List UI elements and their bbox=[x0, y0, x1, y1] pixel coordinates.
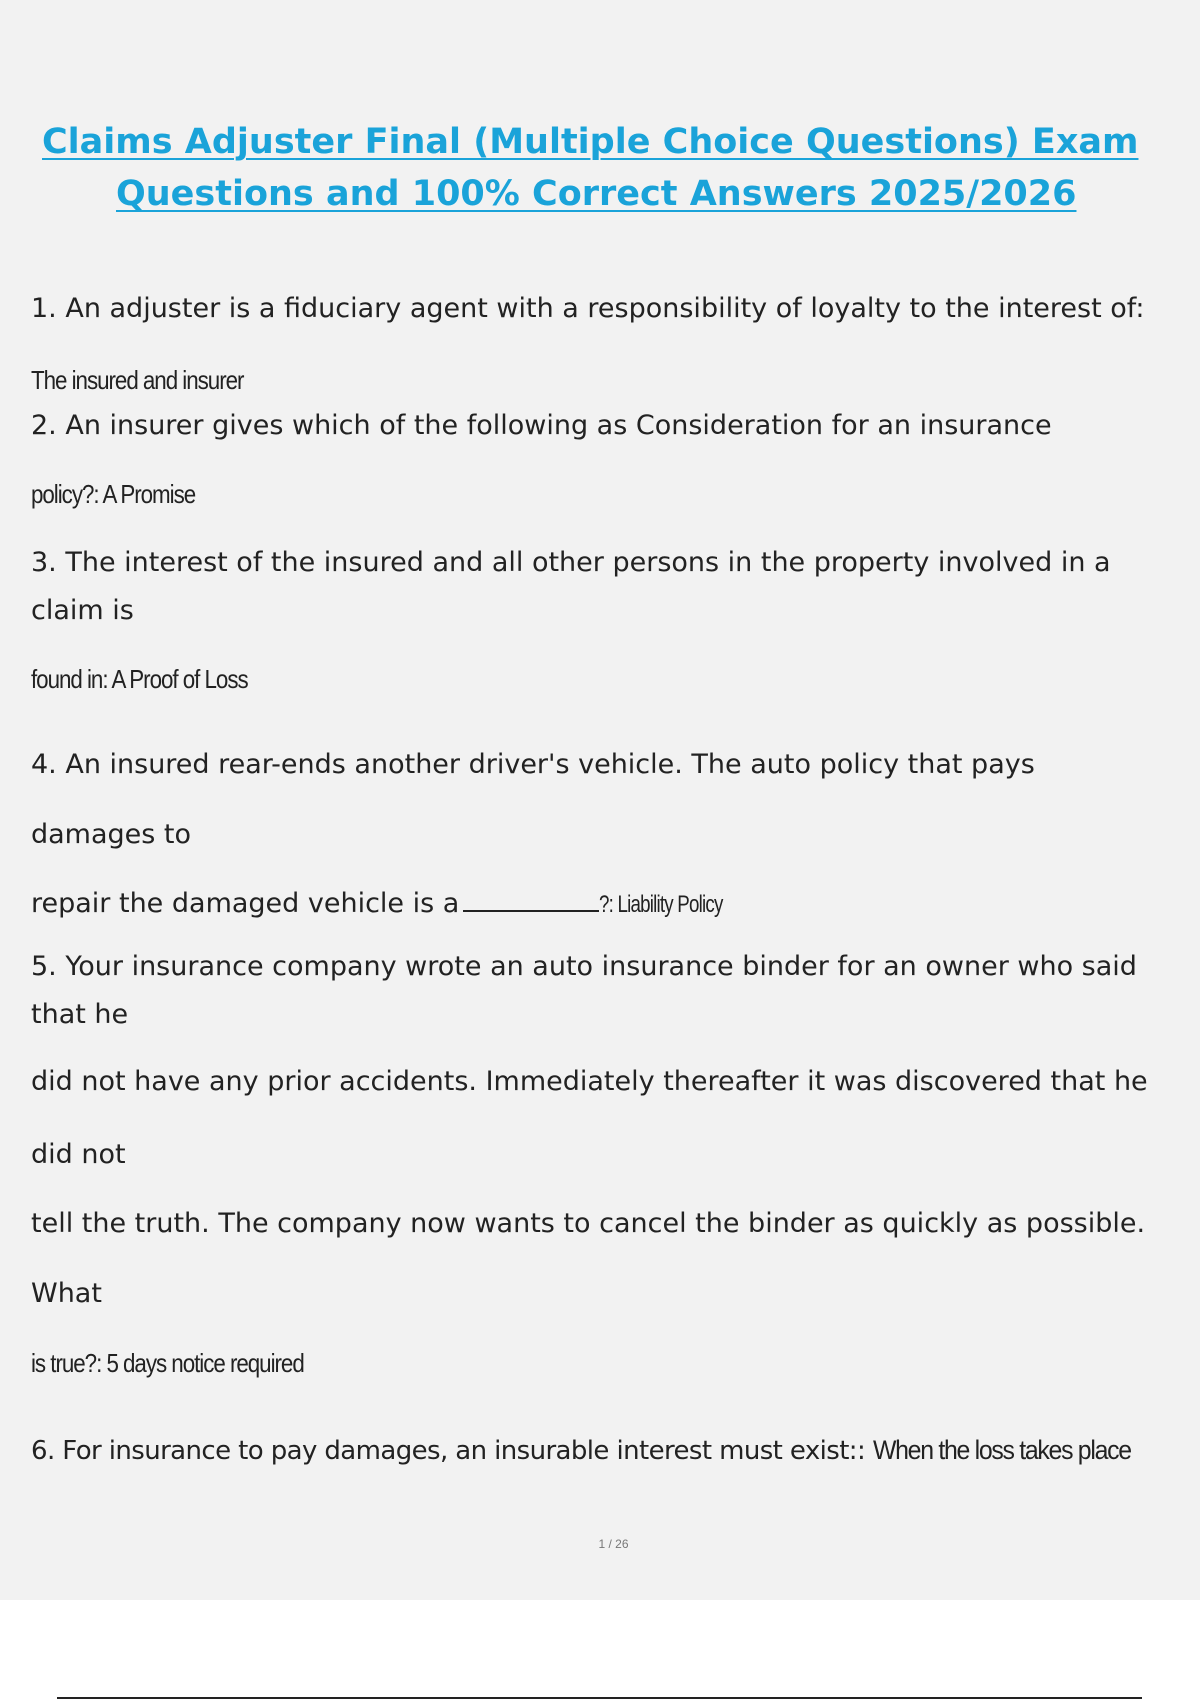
question-5-text-line-1: 5. Your insurance company wrote an auto insurance binder for an owner who said bbox=[31, 951, 1137, 982]
question-5-text-line-4: did not bbox=[31, 1139, 126, 1170]
question-6-text: 6. For insurance to pay damages, an insurable interest must exist:: bbox=[31, 1436, 866, 1466]
question-1-answer: The insured and insurer bbox=[31, 365, 244, 395]
page-number: 1 / 26 bbox=[598, 1537, 629, 1551]
question-5-answer-prefix: is true?: bbox=[31, 1348, 102, 1378]
question-4-text-line-3-text: repair the damaged vehicle is a bbox=[31, 888, 460, 919]
question-4-answer-prefix: ?: bbox=[599, 891, 614, 918]
question-5-text-line-6: What bbox=[31, 1278, 102, 1309]
question-4-text-line-2: damages to bbox=[31, 819, 192, 850]
question-3-text-line-2: claim is bbox=[31, 595, 134, 626]
page-divider-line bbox=[57, 1697, 1142, 1699]
question-2-answer-line bbox=[31, 478, 195, 510]
question-6-answer: When the loss takes place bbox=[872, 1435, 1131, 1465]
question-2-answer: A Promise bbox=[102, 479, 196, 509]
question-3-answer-line bbox=[31, 663, 248, 695]
question-4-text-line-3 bbox=[31, 888, 758, 921]
title-line-2: Questions and 100% Correct Answers 2025/2026 bbox=[116, 174, 1077, 214]
question-3-answer-prefix: found in: bbox=[31, 664, 108, 694]
question-3-text-line-1: 3. The interest of the insured and all other persons in the property involved in a bbox=[31, 547, 1111, 578]
question-5-answer: 5 days notice required bbox=[106, 1348, 304, 1378]
answer-blank-line bbox=[463, 888, 599, 912]
question-5-answer-line bbox=[31, 1347, 304, 1379]
question-5-text-line-5: tell the truth. The company now wants to cancel the binder as quickly as possible. bbox=[31, 1208, 1146, 1239]
question-4-answer-group bbox=[599, 889, 723, 921]
question-2-text: 2. An insurer gives which of the following as Consideration for an insurance bbox=[31, 410, 1052, 441]
title-line-1: Claims Adjuster Final (Multiple Choice Questions) Exam bbox=[42, 122, 1139, 162]
question-6-line bbox=[31, 1434, 1153, 1467]
question-2-answer-prefix: policy?: bbox=[31, 479, 99, 509]
question-4-answer: Liability Policy bbox=[617, 891, 723, 918]
question-4-text-line-1: 4. An insured rear-ends another driver's vehicle. The auto policy that pays bbox=[31, 749, 1035, 780]
question-3-answer: A Proof of Loss bbox=[111, 664, 248, 694]
question-1-text: 1. An adjuster is a fiduciary agent with a responsibility of loyalty to the interest of: bbox=[31, 293, 1145, 324]
question-5-text-line-3: did not have any prior accidents. Immediately thereafter it was discovered that he bbox=[31, 1066, 1148, 1097]
question-5-text-line-2: that he bbox=[31, 999, 129, 1030]
document-title bbox=[42, 116, 1200, 220]
